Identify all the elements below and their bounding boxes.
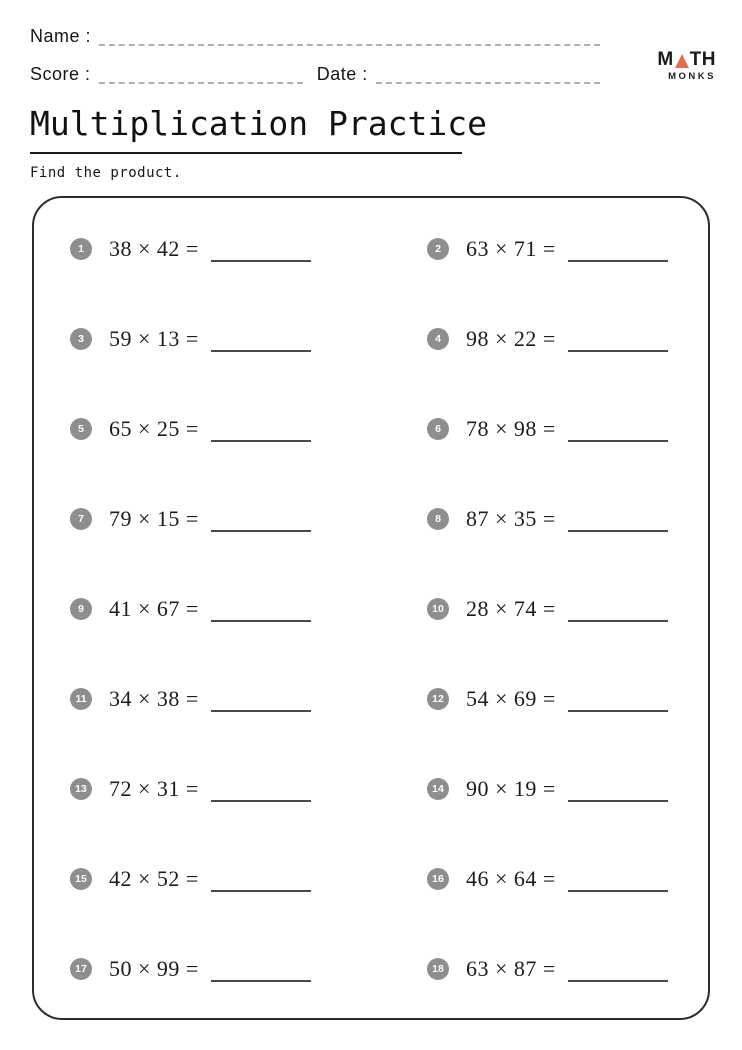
problem-number-badge: 9 [70,598,92,620]
problem-item [427,416,708,442]
problem-expression: 63 × 87 = [466,956,556,981]
problem-number-badge: 14 [427,778,449,800]
problem-item [427,596,708,622]
score-label: Score : [30,64,91,84]
answer-blank[interactable] [211,956,311,982]
problem-item [427,956,708,982]
problem-item [70,776,427,802]
answer-blank[interactable] [568,416,668,442]
problem-number-badge: 16 [427,868,449,890]
problem-item [70,866,427,892]
problem-expression: 72 × 31 = [109,776,199,801]
problem-item [427,236,708,262]
date-label: Date : [316,64,368,84]
problem-number-badge: 8 [427,508,449,530]
logo-triangle-icon [675,54,689,68]
answer-blank[interactable] [211,416,311,442]
problems-grid [34,198,708,1014]
problem-expression: 28 × 74 = [466,596,556,621]
problem-expression: 90 × 19 = [466,776,556,801]
score-blank-line[interactable] [99,66,303,84]
answer-blank[interactable] [211,596,311,622]
logo-top-text [657,50,716,69]
logo-letter-m: M [657,49,674,70]
problem-expression: 79 × 15 = [109,506,199,531]
problem-expression: 38 × 42 = [109,236,199,261]
answer-blank[interactable] [568,326,668,352]
problem-number-badge: 5 [70,418,92,440]
problem-number-badge: 4 [427,328,449,350]
name-label: Name : [30,26,92,46]
name-field-row [30,26,600,47]
answer-blank[interactable] [568,506,668,532]
page-title: Multiplication Practice [30,104,487,143]
title-underline [30,152,462,154]
problem-expression: 54 × 69 = [466,686,556,711]
answer-blank[interactable] [568,596,668,622]
problem-item [70,416,427,442]
problem-item [70,956,427,982]
logo-letters-th: TH [689,49,716,70]
problem-number-badge: 11 [70,688,92,710]
answer-blank[interactable] [211,326,311,352]
name-blank-line[interactable] [99,28,600,46]
problem-number-badge: 1 [70,238,92,260]
answer-blank[interactable] [211,686,311,712]
problem-number-badge: 17 [70,958,92,980]
score-date-field-row [30,64,600,85]
problem-item [427,686,708,712]
answer-blank[interactable] [211,236,311,262]
problem-number-badge: 13 [70,778,92,800]
answer-blank[interactable] [568,686,668,712]
problem-expression: 50 × 99 = [109,956,199,981]
problem-expression: 59 × 13 = [109,326,199,351]
problem-number-badge: 6 [427,418,449,440]
problem-item [427,866,708,892]
problem-number-badge: 15 [70,868,92,890]
problem-item [70,236,427,262]
problem-number-badge: 18 [427,958,449,980]
problem-expression: 63 × 71 = [466,236,556,261]
problem-item [427,776,708,802]
answer-blank[interactable] [568,236,668,262]
problem-number-badge: 7 [70,508,92,530]
problem-expression: 87 × 35 = [466,506,556,531]
problem-expression: 65 × 25 = [109,416,199,441]
problem-expression: 34 × 38 = [109,686,199,711]
math-monks-logo [657,50,716,82]
answer-blank[interactable] [568,956,668,982]
answer-blank[interactable] [211,506,311,532]
answer-blank[interactable] [568,776,668,802]
answer-blank[interactable] [211,776,311,802]
instruction-text: Find the product. [30,165,182,181]
problem-number-badge: 10 [427,598,449,620]
problem-expression: 98 × 22 = [466,326,556,351]
problem-expression: 42 × 52 = [109,866,199,891]
problem-item [427,326,708,352]
problems-panel [32,196,710,1020]
problem-item [70,686,427,712]
problem-expression: 41 × 67 = [109,596,199,621]
problem-item [427,506,708,532]
problem-expression: 78 × 98 = [466,416,556,441]
answer-blank[interactable] [211,866,311,892]
problem-number-badge: 3 [70,328,92,350]
problem-expression: 46 × 64 = [466,866,556,891]
problem-item [70,326,427,352]
problem-number-badge: 12 [427,688,449,710]
date-blank-line[interactable] [376,66,600,84]
answer-blank[interactable] [568,866,668,892]
problem-number-badge: 2 [427,238,449,260]
problem-item [70,506,427,532]
logo-bottom-text: MONKS [668,71,716,82]
problem-item [70,596,427,622]
